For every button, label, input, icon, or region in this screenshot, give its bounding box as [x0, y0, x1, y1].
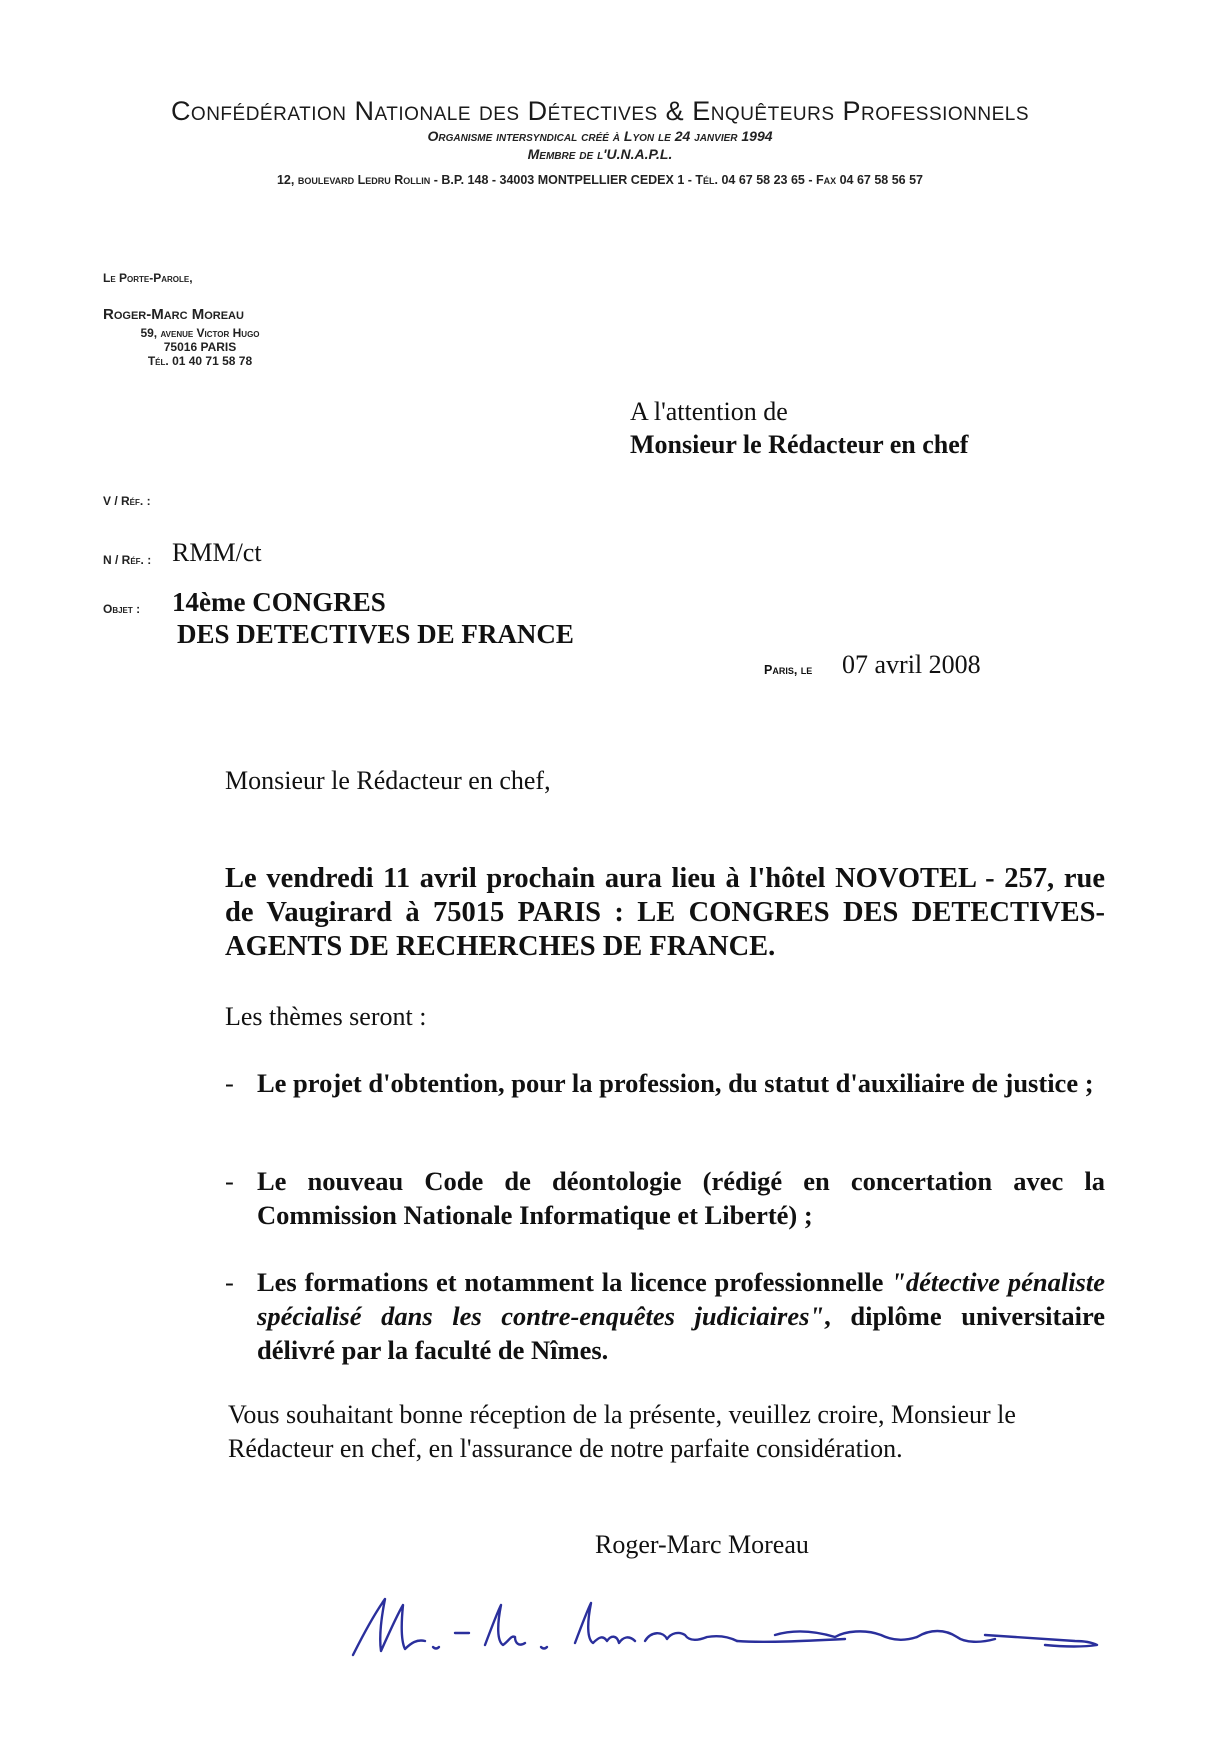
spokesperson-street: 59, avenue Victor Hugo	[140, 326, 260, 340]
theme-3-tail: , diplôme universitaire délivré par la faculté de Nîmes.	[257, 1301, 1105, 1365]
objet-line-1: 14ème CONGRES	[172, 587, 386, 617]
recipient-attention: A l'attention de	[630, 397, 788, 426]
objet-label: Objet :	[103, 602, 141, 616]
bullet-dash: -	[225, 1068, 234, 1098]
spokesperson-city: 75016 PARIS	[163, 340, 237, 354]
spokesperson-phone: Tél. 01 40 71 58 78	[147, 354, 253, 368]
objet-line-2: DES DETECTIVES DE FRANCE	[177, 619, 574, 649]
recipient-title: Monsieur le Rédacteur en chef	[630, 430, 969, 459]
theme-text-1: Le projet d'obtention, pour la profession, du statut d'auxiliaire de justice ;	[257, 1068, 1094, 1098]
spokesperson-name: Roger-Marc Moreau	[103, 306, 244, 323]
nref-label: N / Réf. :	[103, 553, 152, 567]
organization-address: 12, boulevard Ledru Rollin - B.P. 148 - 34003 MONTPELLIER CEDEX 1 - Tél. 04 67 58 23 65 - Fax 04 67 58 56 57	[276, 173, 924, 187]
organization-name: Confédération Nationale des Détectives & Enquêteurs Professionnels	[170, 96, 1030, 126]
salutation: Monsieur le Rédacteur en chef,	[225, 766, 551, 795]
bullet-dash: -	[225, 1267, 234, 1297]
theme-item-1	[225, 1066, 1105, 1100]
signature-name: Roger-Marc Moreau	[595, 1530, 809, 1559]
closing-paragraph: Vous souhaitant bonne réception de la présente, veuillez croire, Monsieur le Rédacteur en chef, en l'assurance de notre parfaite considération.	[228, 1400, 1016, 1463]
theme-3-lead: Les formations et notamment la licence professionnelle	[257, 1267, 892, 1297]
themes-intro: Les thèmes seront :	[225, 1002, 427, 1031]
theme-item-2	[225, 1164, 1105, 1232]
vref-label: V / Réf. :	[103, 494, 151, 508]
announcement-paragraph: Le vendredi 11 avril prochain aura lieu à l'hôtel NOVOTEL - 257, rue de Vaugirard à 75015 PARIS : LE CONGRES DES DETECTIVES-AGENTS DE RECHERCHES DE FRANCE.	[225, 863, 1105, 962]
handwritten-signature	[345, 1585, 1105, 1665]
theme-text-3	[257, 1265, 1105, 1367]
organization-subtitle: Organisme intersyndical créé à Lyon le 24 janvier 1994	[427, 128, 773, 144]
theme-text-2: Le nouveau Code de déontologie (rédigé en concertation avec la Commission Nationale Informatique et Liberté) ;	[257, 1166, 1105, 1230]
theme-item-3	[225, 1265, 1105, 1367]
organization-membership: Membre de l'U.N.A.P.L.	[527, 146, 673, 162]
date-label: Paris, le	[764, 663, 813, 677]
nref-value: RMM/ct	[172, 538, 262, 567]
bullet-dash: -	[225, 1166, 234, 1196]
theme-3-license-title: "détective pénaliste spécialisé dans les contre-enquêtes judiciaires"	[257, 1267, 1105, 1331]
spokesperson-role: Le Porte-Parole,	[103, 271, 193, 285]
date-value: 07 avril 2008	[842, 650, 981, 679]
